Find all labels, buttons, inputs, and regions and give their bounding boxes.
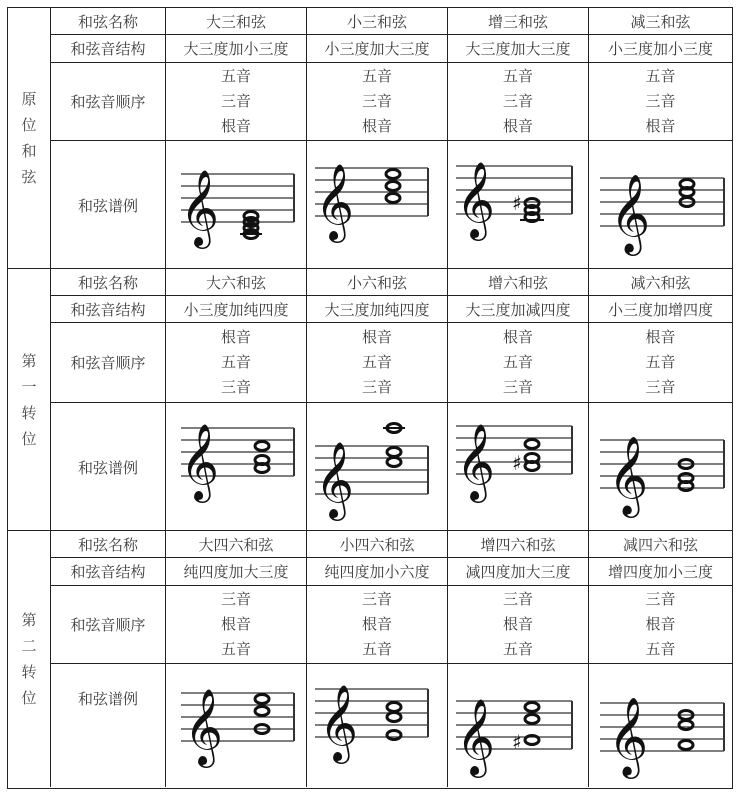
staff-example xyxy=(448,403,589,531)
section-label-char: 弦 xyxy=(21,168,37,186)
chord-name: 大六和弦 xyxy=(166,269,307,295)
chord-order xyxy=(166,586,307,663)
svg-text:𝄞: 𝄞 xyxy=(456,161,496,238)
row-chord-example xyxy=(51,664,732,787)
order-note: 根音 xyxy=(645,117,676,135)
svg-text:𝄞: 𝄞 xyxy=(607,436,648,515)
order-note: 三音 xyxy=(361,378,392,396)
chord-structure: 大三度加纯四度 xyxy=(307,296,448,322)
order-note: 根音 xyxy=(645,328,676,346)
svg-text:𝄞: 𝄞 xyxy=(184,687,224,765)
section-label-char: 位 xyxy=(21,429,37,448)
chord-structure: 大三度加大三度 xyxy=(448,35,589,62)
chord-name: 小三和弦 xyxy=(307,8,448,34)
chord-name: 大三和弦 xyxy=(166,8,307,34)
order-note: 五音 xyxy=(361,67,392,85)
chord-name: 小四六和弦 xyxy=(307,531,448,557)
svg-text:𝄞: 𝄞 xyxy=(609,174,650,253)
order-note: 根音 xyxy=(220,117,251,135)
chord-structure: 小三度加纯四度 xyxy=(166,296,307,322)
section-label-char: 转 xyxy=(21,663,37,681)
section-root-position xyxy=(8,8,732,269)
svg-text:𝄞: 𝄞 xyxy=(319,683,359,761)
chord-table xyxy=(7,7,733,789)
section-label-char: 位 xyxy=(21,116,37,134)
staff-example xyxy=(307,141,448,269)
svg-text:𝄞: 𝄞 xyxy=(456,697,496,775)
chord-order xyxy=(448,63,589,140)
row-header: 和弦谱例 xyxy=(51,664,166,787)
treble-staff-icon xyxy=(448,142,588,268)
staff-example xyxy=(307,403,448,531)
order-note: 五音 xyxy=(220,353,251,371)
row-header: 和弦音结构 xyxy=(51,558,166,585)
row-header: 和弦名称 xyxy=(51,8,166,34)
row-chord-name xyxy=(51,269,732,296)
section-second-inversion xyxy=(8,531,732,787)
row-header: 和弦谱例 xyxy=(51,403,166,531)
order-note: 五音 xyxy=(361,640,392,658)
sharp-icon: ♯ xyxy=(512,729,522,754)
sharp-icon: ♯ xyxy=(512,191,522,215)
row-header: 和弦音结构 xyxy=(51,35,166,62)
order-note: 三音 xyxy=(220,590,251,608)
order-note: 三音 xyxy=(502,92,533,110)
row-chord-name xyxy=(51,531,732,558)
section-label xyxy=(8,269,51,530)
section-label-char: 第 xyxy=(21,351,37,370)
treble-staff-icon xyxy=(590,404,732,530)
chord-order xyxy=(589,586,732,663)
row-header: 和弦音顺序 xyxy=(51,63,166,140)
staff-example xyxy=(589,141,732,269)
svg-text:𝄞: 𝄞 xyxy=(456,423,496,500)
treble-staff-icon xyxy=(307,404,447,530)
order-note: 三音 xyxy=(502,590,533,608)
chord-order xyxy=(589,63,732,140)
treble-staff-icon xyxy=(307,142,447,268)
row-header: 和弦名称 xyxy=(51,269,166,295)
order-note: 根音 xyxy=(645,615,676,633)
order-note: 五音 xyxy=(645,67,676,85)
staff-example xyxy=(448,664,589,787)
order-note: 根音 xyxy=(361,117,392,135)
section-label-char: 一 xyxy=(21,377,37,396)
section-label-char: 和 xyxy=(21,142,37,160)
order-note: 五音 xyxy=(220,640,251,658)
chord-order xyxy=(307,323,448,402)
row-header: 和弦音顺序 xyxy=(51,586,166,663)
order-note: 五音 xyxy=(220,67,251,85)
treble-staff-icon xyxy=(307,665,447,787)
section-label-char: 二 xyxy=(21,637,37,655)
chord-structure: 小三度加增四度 xyxy=(607,300,713,319)
chord-name: 小六和弦 xyxy=(307,269,448,295)
svg-text:𝄞: 𝄞 xyxy=(180,423,220,500)
staff-example xyxy=(448,141,589,269)
chord-structure: 大三度加减四度 xyxy=(448,296,589,322)
order-note: 三音 xyxy=(361,92,392,110)
order-note: 三音 xyxy=(220,92,251,110)
svg-text:𝄞: 𝄞 xyxy=(315,441,355,518)
chord-name: 减三和弦 xyxy=(630,12,691,31)
chord-structure: 大三度加小三度 xyxy=(166,35,307,62)
chord-name: 减六和弦 xyxy=(630,273,691,292)
row-chord-structure xyxy=(51,35,732,63)
chord-order xyxy=(166,323,307,402)
chord-structure: 减四度加大三度 xyxy=(448,558,589,585)
row-header: 和弦音顺序 xyxy=(51,323,166,402)
row-chord-order xyxy=(51,323,732,403)
row-chord-example xyxy=(51,403,732,531)
order-note: 三音 xyxy=(361,590,392,608)
order-note: 根音 xyxy=(502,117,533,135)
treble-staff-icon xyxy=(448,404,588,530)
order-note: 根音 xyxy=(361,328,392,346)
order-note: 三音 xyxy=(220,378,251,396)
order-note: 三音 xyxy=(645,378,676,396)
order-note: 五音 xyxy=(361,353,392,371)
chord-structure: 纯四度加大三度 xyxy=(166,558,307,585)
chord-structure: 纯四度加小六度 xyxy=(307,558,448,585)
order-note: 根音 xyxy=(220,328,251,346)
staff-example xyxy=(166,403,307,531)
order-note: 五音 xyxy=(502,640,533,658)
order-note: 根音 xyxy=(220,615,251,633)
chord-order xyxy=(448,586,589,663)
section-label-char: 位 xyxy=(21,689,37,707)
chord-structure: 小三度加小三度 xyxy=(607,40,713,58)
svg-text:𝄞: 𝄞 xyxy=(315,163,355,240)
section-label xyxy=(8,8,51,268)
chord-name: 增三和弦 xyxy=(448,8,589,34)
order-note: 根音 xyxy=(502,615,533,633)
chord-order xyxy=(307,586,448,663)
staff-example xyxy=(589,403,732,531)
chord-name: 增六和弦 xyxy=(448,269,589,295)
order-note: 根音 xyxy=(502,328,533,346)
svg-text:𝄞: 𝄞 xyxy=(180,169,220,246)
section-label-char: 第 xyxy=(21,611,37,629)
chord-structure: 小三度加大三度 xyxy=(307,35,448,62)
chord-order xyxy=(166,63,307,140)
order-note: 三音 xyxy=(645,92,676,110)
row-header: 和弦音结构 xyxy=(51,296,166,322)
order-note: 五音 xyxy=(502,353,533,371)
order-note: 五音 xyxy=(645,640,676,658)
chord-name: 增四六和弦 xyxy=(448,531,589,557)
chord-order xyxy=(589,323,732,402)
row-chord-example xyxy=(51,141,732,269)
chord-name: 大四六和弦 xyxy=(166,531,307,557)
section-label xyxy=(8,531,51,787)
order-note: 三音 xyxy=(645,590,676,608)
row-header: 和弦谱例 xyxy=(51,141,166,269)
sharp-icon: ♯ xyxy=(512,451,522,475)
staff-example xyxy=(166,664,307,787)
chord-order xyxy=(307,63,448,140)
order-note: 根音 xyxy=(361,615,392,633)
treble-staff-icon xyxy=(166,404,306,530)
section-label-char: 原 xyxy=(21,90,37,108)
treble-staff-icon xyxy=(590,665,732,787)
treble-staff-icon xyxy=(166,142,306,268)
row-chord-order xyxy=(51,63,732,141)
section-first-inversion xyxy=(8,269,732,531)
treble-staff-icon xyxy=(166,665,306,787)
order-note: 五音 xyxy=(645,353,676,371)
order-note: 三音 xyxy=(502,378,533,396)
row-chord-structure xyxy=(51,296,732,323)
section-label-char: 转 xyxy=(21,403,37,422)
staff-example xyxy=(166,141,307,269)
chord-structure: 增四度加小三度 xyxy=(607,563,713,581)
row-header: 和弦名称 xyxy=(51,531,166,557)
staff-example xyxy=(589,664,732,787)
row-chord-order xyxy=(51,586,732,664)
treble-staff-icon xyxy=(448,665,588,787)
treble-staff-icon xyxy=(590,142,732,268)
row-chord-structure xyxy=(51,558,732,586)
chord-order xyxy=(448,323,589,402)
order-note: 五音 xyxy=(502,67,533,85)
chord-name: 减四六和弦 xyxy=(622,535,698,554)
row-chord-name xyxy=(51,8,732,35)
svg-text:𝄞: 𝄞 xyxy=(607,696,648,776)
staff-example xyxy=(307,664,448,787)
